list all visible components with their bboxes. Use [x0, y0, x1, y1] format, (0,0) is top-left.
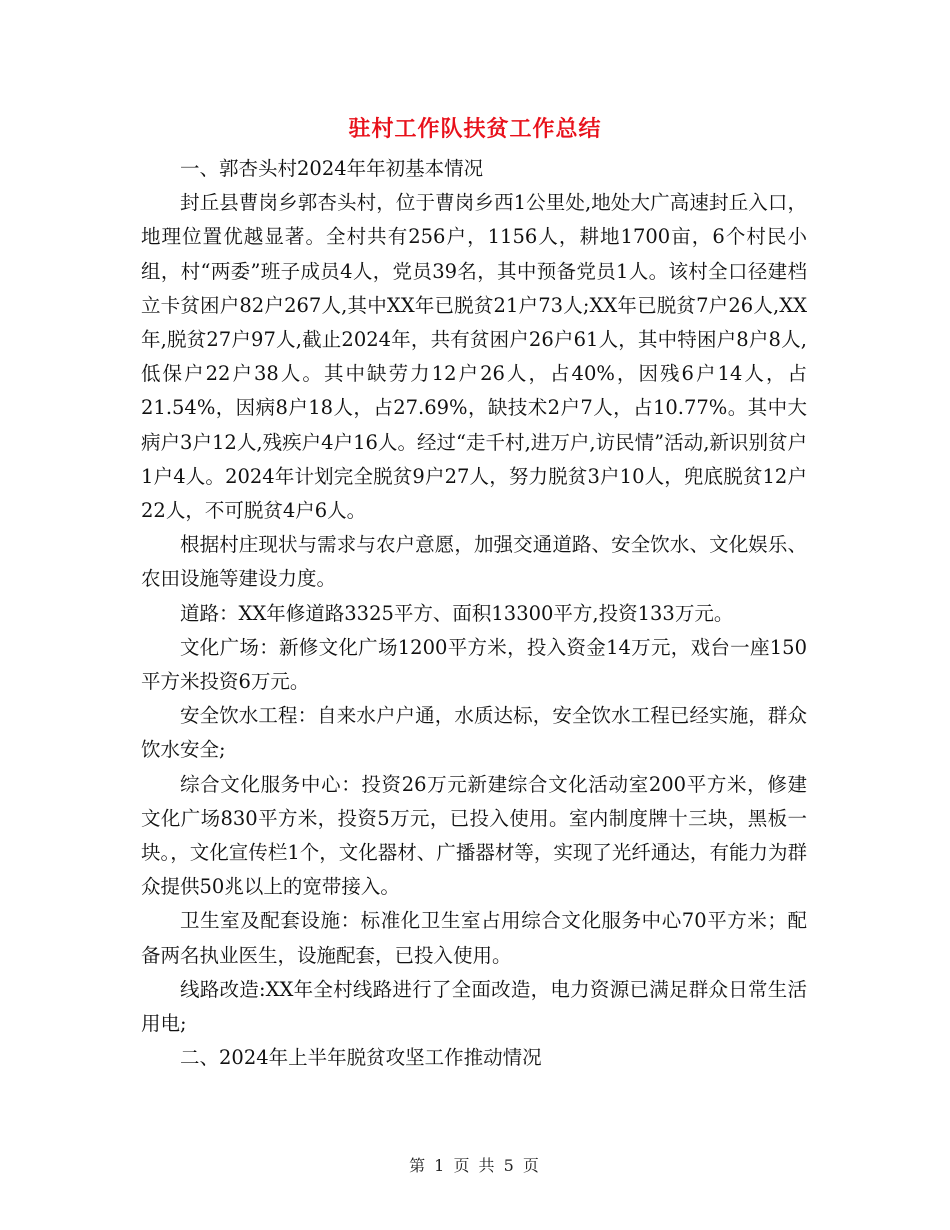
paragraph-culture-square: 文化广场：新修文化广场1200平方米，投入资金14万元，戏台一座150平方米投资6万元。 — [141, 635, 807, 694]
section-heading-basic-situation: 一、郭杏头村2024年年初基本情况 — [180, 157, 484, 180]
page-number-footer: 第 1 页 共 5 页 — [409, 1156, 541, 1175]
paragraph-roads: 道路：XX年修道路3325平方、面积13300平方,投资133万元。 — [180, 601, 734, 625]
document-body — [141, 152, 807, 1075]
paragraph-village-overview: 封丘县曹岗乡郭杏头村，位于曹岗乡西1公里处,地处大广高速封丘入口，地理位置优越显著。全村共有256户，1156人，耕地1700亩，6个村民小组，村“两委”班子成员4人，党员39名，其中预备党员1人。该村全口径建档立卡贫困户82户267人,其中XX年已脱贫21户73人;XX年已脱贫7户26人,XX年,脱贫27户97人,截止2024年，共有贫困户26户61人，其中特困户8户8人,低保户22户38人。其中缺劳力12户26人，占40%，因残6户14人，占21.54%，因病8户18人，占27.69%，缺技术2户7人，占10.77%。其中大病户3户12人,残疾户4户16人。经过“走千村,进万户,访民情”活动,新识别贫户1户4人。2024年计划完全脱贫9户27人，努力脱贫3户10人，兜底脱贫12户22人，不可脱贫4户6人。 — [141, 191, 807, 523]
section-heading-first-half-progress: 二、2024年上半年脱贫攻坚工作推动情况 — [180, 1046, 542, 1070]
paragraph-construction-plan: 根据村庄现状与需求与农户意愿，加强交通道路、安全饮水、文化娱乐、农田设施等建设力度。 — [141, 533, 807, 591]
paragraph-drinking-water: 安全饮水工程：自来水户户通，水质达标，安全饮水工程已经实施，群众饮水安全; — [141, 704, 807, 762]
paragraph-culture-center: 综合文化服务中心：投资26万元新建综合文化活动室200平方米，修建文化广场830平方米，投资5万元，已投入使用。室内制度牌十三块，黑板一块。，文化宣传栏1个，文化器材、广播器材等，实现了光纤通达，有能力为群众提供50兆以上的宽带接入。 — [141, 772, 807, 899]
paragraph-clinic: 卫生室及配套设施：标准化卫生室占用综合文化服务中心70平方米；配备两名执业医生，设施配套，已投入使用。 — [141, 909, 807, 967]
paragraph-power-lines: 线路改造:XX年全村线路进行了全面改造，电力资源已满足群众日常生活用电; — [141, 977, 807, 1036]
page-title: 驻村工作队扶贫工作总结 — [348, 116, 602, 142]
